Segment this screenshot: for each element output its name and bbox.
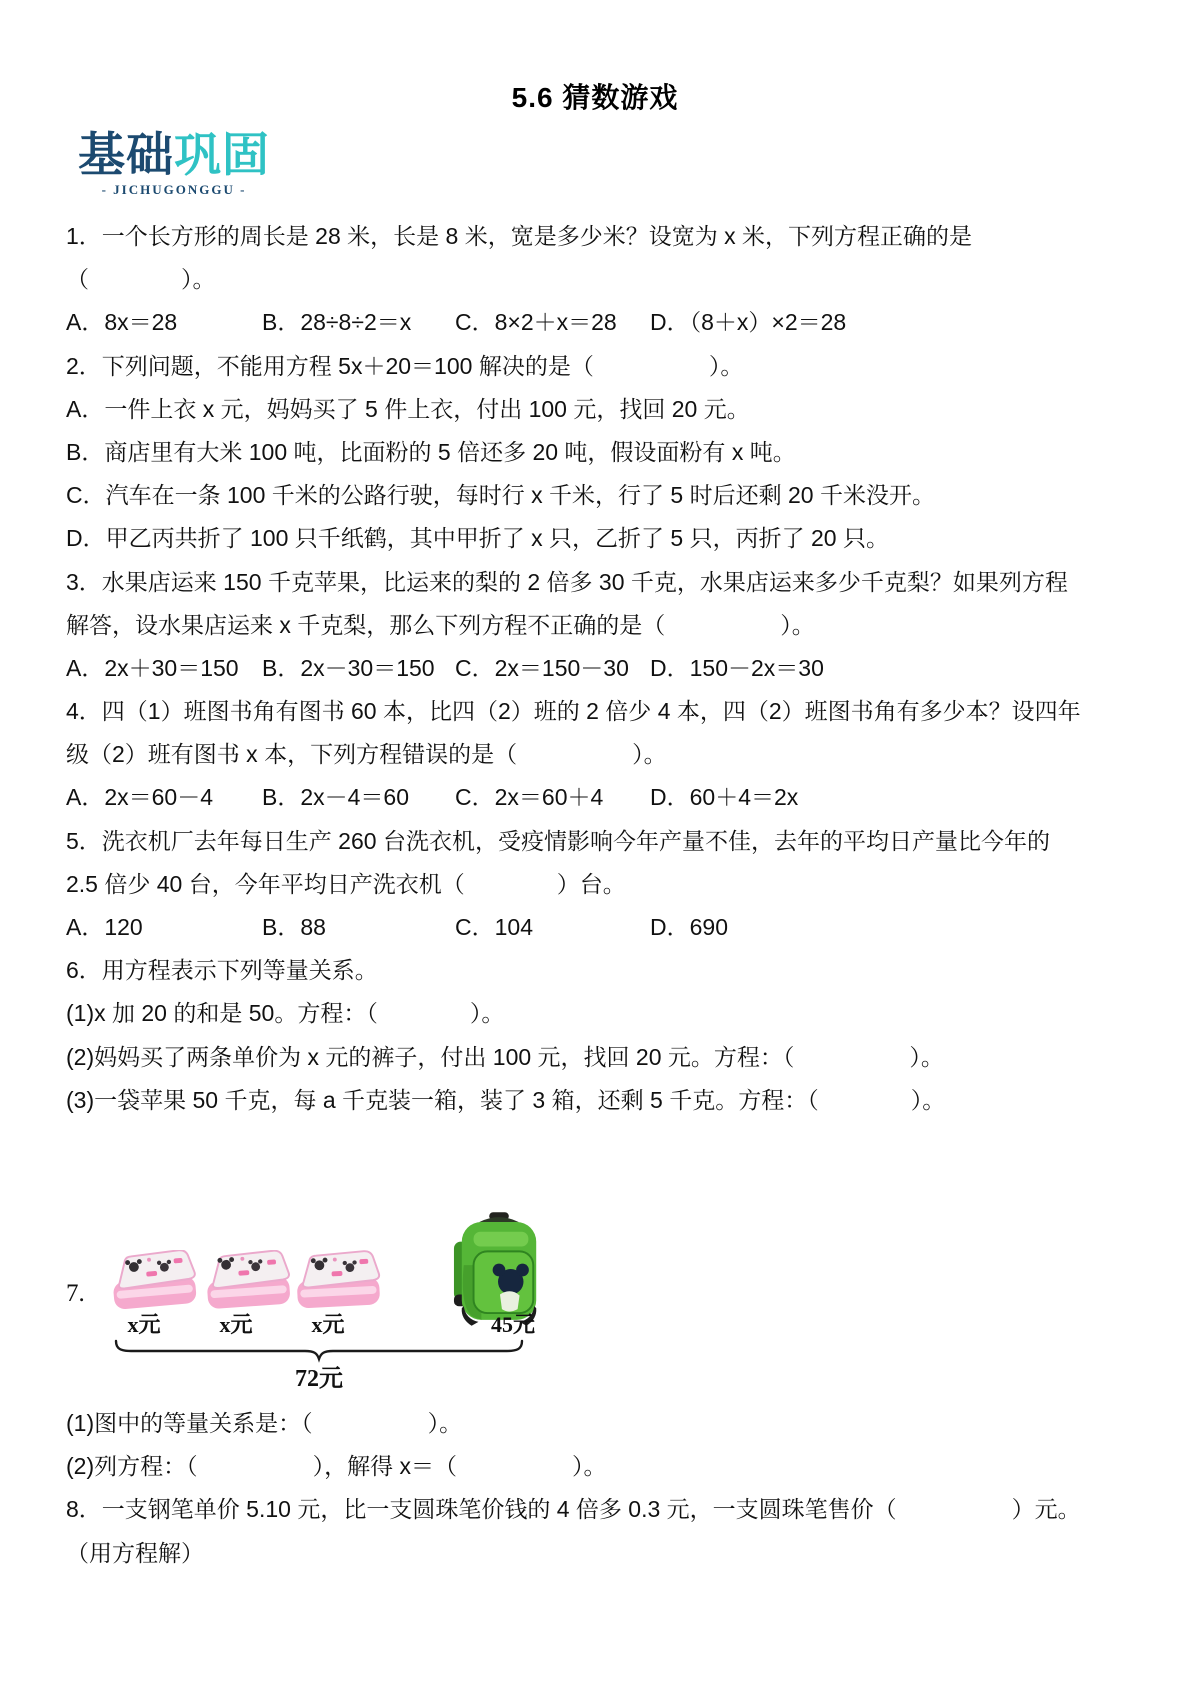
q3-stem-line2: 解答，设水果店运来 x 千克梨，那么下列方程不正确的是（ ）。 (66, 611, 815, 638)
q4-stem-line1: 4．四（1）班图书角有图书 60 本，比四（2）班的 2 倍少 4 本，四（2）班图书角有多少本？设四年 (66, 698, 1081, 725)
q8-note: （用方程解） (66, 1539, 204, 1566)
q4-options-row (66, 776, 1130, 819)
logo-text-dark: 基础 (78, 128, 174, 181)
logo-text-teal: 巩固 (174, 128, 270, 181)
q1-options-row (66, 301, 1130, 344)
q8-stem: 8．一支钢笔单价 5.10 元，比一支圆珠笔价钱的 4 倍多 0.3 元，一支圆珠笔售价（ ）元。 (66, 1496, 1081, 1523)
page-title: 5.6 猜数游戏 (511, 82, 679, 113)
q3-options-row (66, 647, 1130, 690)
pencil-case-image (106, 1250, 200, 1316)
q1-stem-line1: 1．一个长方形的周长是 28 米，长是 8 米，宽是多少米？设宽为 x 米，下列方程正确的是 (66, 223, 973, 249)
q3-option-d: D．150－2x＝30 (650, 654, 824, 681)
q5-stem-line2: 2.5 倍少 40 台，今年平均日产洗衣机（ ）台。 (66, 870, 626, 897)
q5-option-a: A．120 (66, 914, 143, 940)
price-label-2: x元 (219, 1311, 253, 1337)
price-label-1: x元 (127, 1311, 161, 1337)
q4-option-c: C．2x＝60＋4 (455, 784, 604, 811)
q6-item-2: (2)妈妈买了两条单价为 x 元的裤子，付出 100 元，找回 20 元。方程：（ ）。 (66, 1043, 944, 1070)
q5-option-d: D．690 (650, 914, 728, 940)
q3-option-a: A．2x＋30＝150 (66, 654, 239, 681)
jichugonggu-logo (68, 130, 280, 198)
q2-stem: 2．下列问题，不能用方程 5x＋20＝100 解决的是（ ）。 (66, 352, 744, 379)
pencil-case-image (290, 1250, 384, 1316)
q1-option-a: A．8x＝28 (66, 309, 178, 336)
q1-option-d: D．（8＋x）×2＝28 (650, 309, 847, 336)
q3-option-c: C．2x＝150－30 (455, 654, 629, 681)
price-label-4: 45元 (490, 1311, 536, 1337)
q1-option-c: C．8×2＋x＝28 (455, 309, 617, 336)
q4-stem-line2: 级（2）班有图书 x 本，下列方程错误的是（ ）。 (66, 741, 667, 768)
q2-option-b: B．商店里有大米 100 吨，比面粉的 5 倍还多 20 吨，假设面粉有 x 吨。 (66, 438, 796, 465)
q7-number: 7. (66, 1279, 85, 1307)
q5-option-c: C．104 (455, 914, 533, 940)
logo-subtitle: - JICHUGONGGU - (101, 182, 247, 198)
q2-option-d: D．甲乙丙共折了 100 只千纸鹤，其中甲折了 x 只，乙折了 5 只，丙折了 20 只。 (66, 525, 889, 552)
price-label-3: x元 (311, 1311, 345, 1337)
total-price-label: 72元 (295, 1365, 343, 1392)
q7-item-2: (2)列方程：（ ），解得 x＝（ ）。 (66, 1453, 607, 1480)
pencil-case-image (200, 1250, 294, 1316)
q4-option-b: B．2x－4＝60 (262, 784, 410, 811)
q6-item-1: (1)x 加 20 的和是 50。方程：（ ）。 (66, 1000, 505, 1027)
q4-option-a: A．2x＝60－4 (66, 784, 214, 811)
q2-option-a: A．一件上衣 x 元，妈妈买了 5 件上衣，付出 100 元，找回 20 元。 (66, 395, 750, 422)
q6-item-3: (3)一袋苹果 50 千克，每 a 千克装一箱，装了 3 箱，还剩 5 千克。方程：（ ）。 (66, 1086, 946, 1113)
q7-item-1: (1)图中的等量关系是：（ ）。 (66, 1409, 463, 1436)
q5-option-b: B．88 (262, 914, 326, 940)
q5-stem-line1: 5．洗衣机厂去年每日生产 260 台洗衣机，受疫情影响今年产量不佳，去年的平均日产量比今年的 (66, 827, 1050, 854)
q1-stem-line2: （ ）。 (66, 266, 216, 293)
q5-options-row (66, 906, 1130, 949)
q2-option-c: C．汽车在一条 100 千米的公路行驶，每时行 x 千米，行了 5 时后还剩 20 千米没开。 (66, 482, 935, 509)
worksheet-body (66, 215, 1130, 1575)
q6-stem: 6．用方程表示下列等量关系。 (66, 957, 378, 984)
logo-wordmark (68, 130, 280, 179)
q3-option-b: B．2x－30＝150 (262, 654, 435, 681)
q4-option-d: D．60＋4＝2x (650, 784, 799, 811)
q7-figure (66, 1122, 1130, 1402)
q3-stem-line1: 3．水果店运来 150 千克苹果，比运来的梨的 2 倍多 30 千克，水果店运来多少千克梨？如果列方程 (66, 568, 1068, 595)
q1-option-b: B．28÷8÷2＝x (262, 309, 412, 336)
